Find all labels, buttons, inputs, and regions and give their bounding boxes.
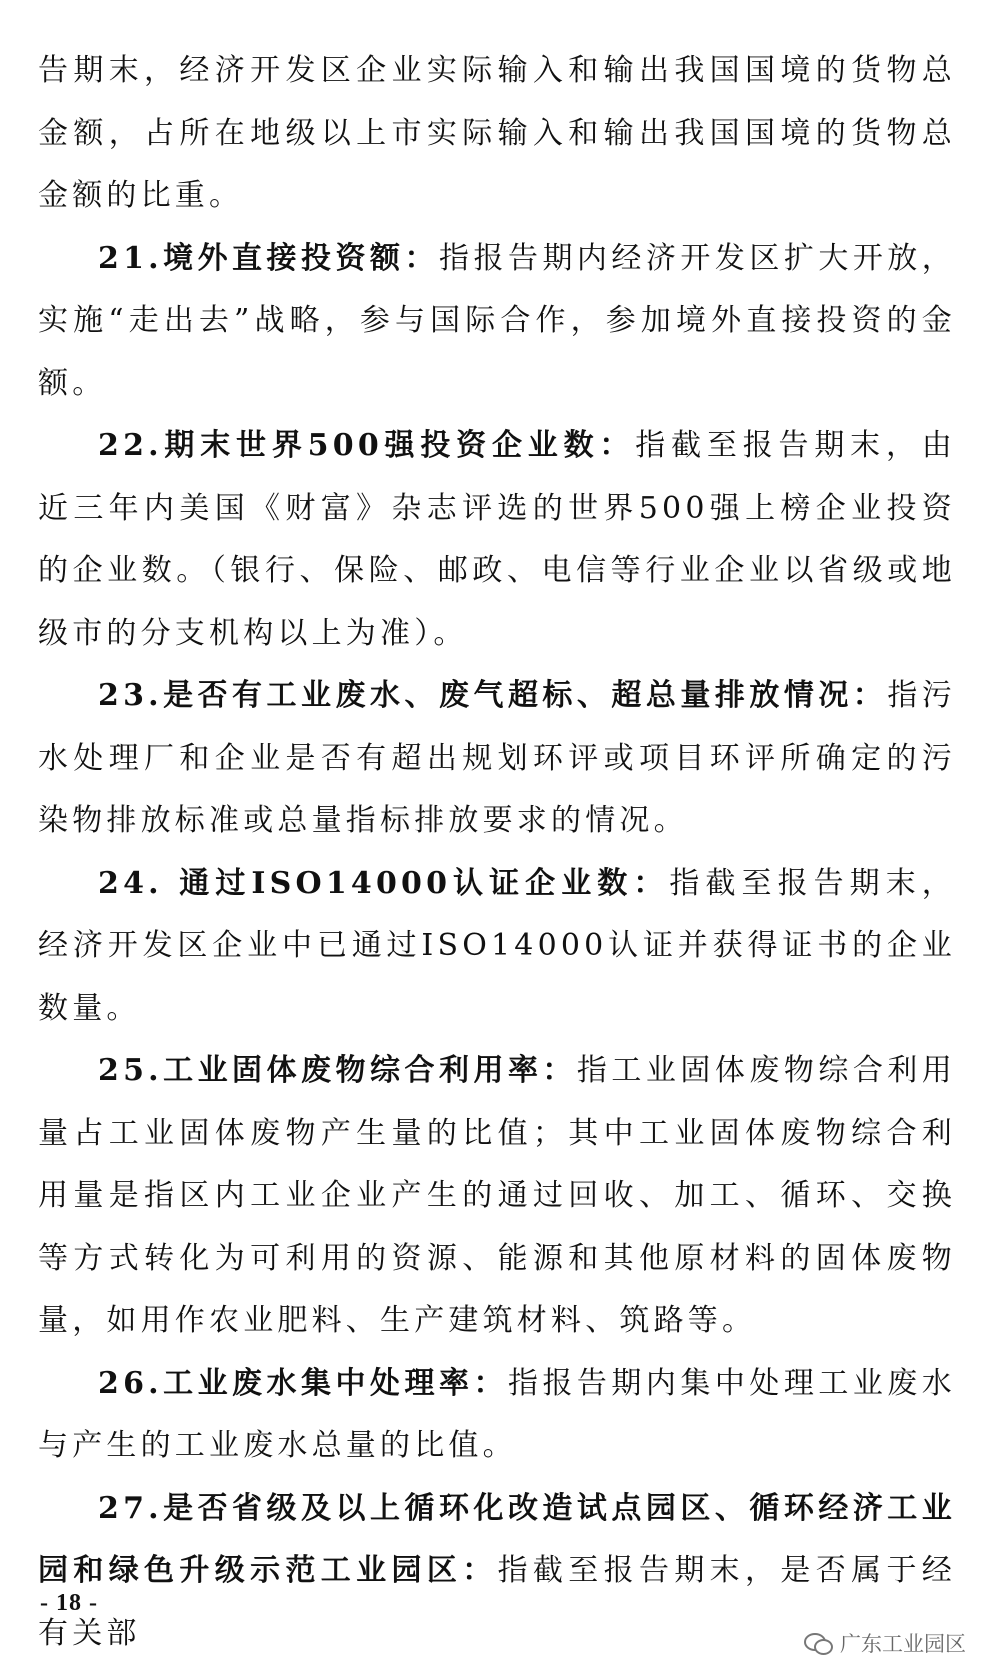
paragraph-item-23 [38,665,956,853]
paragraph-item-21 [38,228,956,416]
page-number: - 18 - [40,1590,98,1616]
paragraph-term: 22.期末世界500强投资企业数： [98,428,636,463]
paragraph-text: 指污水处理厂和企业是否有超出规划环评或项目环评所确定的污染物排放标准或总量指标排放要求的情况。 [38,678,956,838]
document-body [38,40,956,1665]
paragraph-text: 指工业固体废物综合利用量占工业固体废物产生量的比值；其中工业固体废物综合利用量是指区内工业企业产生的通过回收、加工、循环、交换等方式转化为可利用的资源、能源和其他原材料的固体废物量，如用作农业肥料、生产建筑材料、筑路等。 [38,1053,956,1338]
paragraph-continuation [38,40,956,228]
paragraph-term: 21.境外直接投资额： [98,240,439,276]
paragraph-text: 指报告期内经济开发区扩大开放，实施“走出去”战略，参与国际合作，参加境外直接投资的金额。 [38,240,956,401]
paragraph-text: 指报告期内集中处理工业废水与产生的工业废水总量的比值。 [38,1365,956,1463]
paragraph-term: 26.工业废水集中处理率： [98,1365,508,1401]
paragraph-text: 告期末，经济开发区企业实际输入和输出我国国境的货物总金额，占所在地级以上市实际输入和输出我国国境的货物总金额的比重。 [38,53,956,213]
paragraph-term: 25.工业固体废物综合利用率： [98,1053,577,1088]
paragraph-text: 指截至报告期末，经济开发区企业中已通过ISO14000认证并获得证书的企业数量。 [38,865,956,1026]
paragraph-item-22 [38,415,956,665]
paragraph-item-25 [38,1040,956,1353]
paragraph-term: 24. 通过ISO14000认证企业数： [98,865,670,901]
watermark-text: 广东工业园区 [840,1632,966,1656]
paragraph-item-26 [38,1353,956,1478]
paragraph-item-24 [38,853,956,1041]
paragraph-term: 23.是否有工业废水、废气超标、超总量排放情况： [98,678,888,713]
paragraph-term: 27.是否省级及以上循环化改造试点园区、循环经济工业园和绿色升级示范工业园区： [38,1490,956,1588]
paragraph-text: 指截至报告期末，由近三年内美国《财富》杂志评选的世界500强上榜企业投资的企业数。（银行、保险、邮政、电信等行业企业以省级或地级市的分支机构以上为准）。 [38,428,956,651]
paragraph-text: 指截至报告期末，是否属于经有关部 [38,1553,956,1651]
watermark [804,1628,966,1658]
wechat-icon [804,1631,832,1655]
